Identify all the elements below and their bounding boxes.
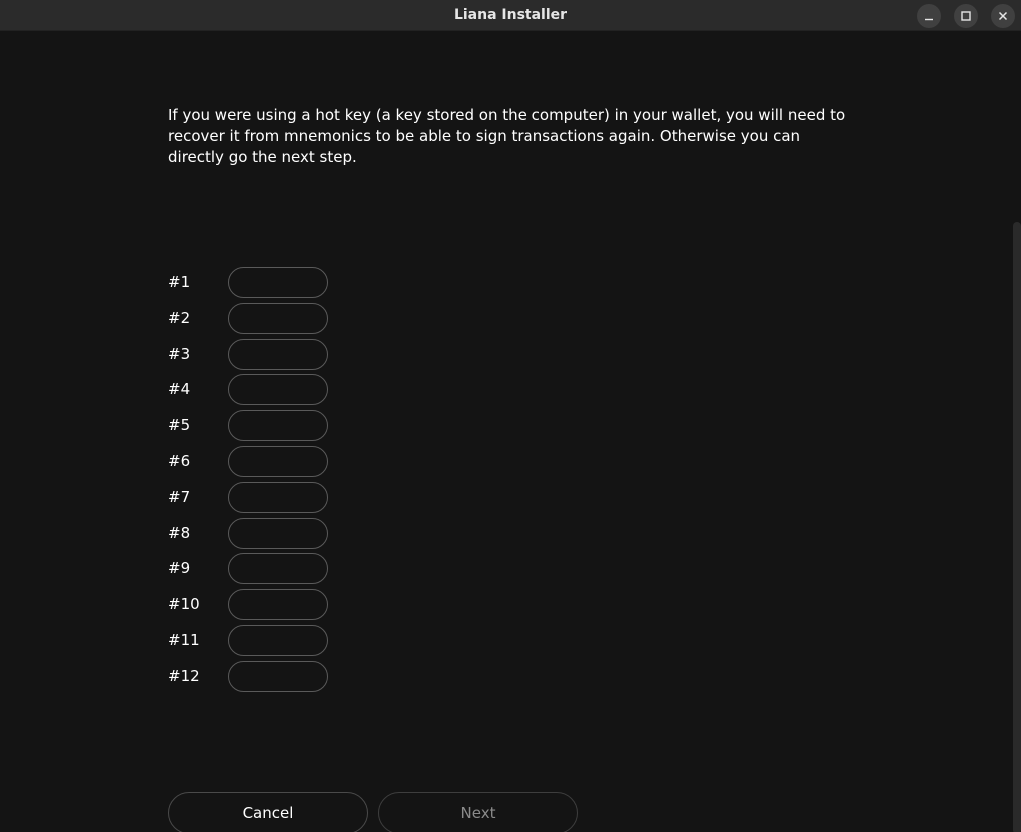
mnemonic-row [168, 589, 348, 625]
mnemonic-word-input-5[interactable] [228, 410, 328, 441]
word-label: #4 [168, 380, 191, 399]
word-label: #3 [168, 344, 191, 363]
mnemonic-word-input-8[interactable] [228, 518, 328, 549]
word-label: #2 [168, 308, 191, 327]
minimize-icon [924, 11, 934, 21]
mnemonic-word-input-10[interactable] [228, 589, 328, 620]
word-label: #10 [168, 595, 200, 614]
title-bar[interactable] [0, 0, 1021, 31]
mnemonic-word-input-12[interactable] [228, 661, 328, 692]
mnemonic-word-input-2[interactable] [228, 303, 328, 334]
close-icon [998, 11, 1008, 21]
word-label: #8 [168, 523, 191, 542]
word-label: #6 [168, 451, 191, 470]
mnemonic-word-input-6[interactable] [228, 446, 328, 477]
mnemonic-row [168, 374, 348, 410]
mnemonic-row [168, 339, 348, 375]
mnemonic-row [168, 553, 348, 589]
mnemonic-word-input-11[interactable] [228, 625, 328, 656]
mnemonic-row [168, 446, 348, 482]
word-label: #9 [168, 559, 191, 578]
maximize-icon [961, 11, 971, 21]
mnemonic-row [168, 518, 348, 554]
mnemonic-row [168, 267, 348, 303]
mnemonic-word-input-3[interactable] [228, 339, 328, 370]
mnemonic-word-input-9[interactable] [228, 553, 328, 584]
word-label: #11 [168, 630, 200, 649]
mnemonic-word-input-7[interactable] [228, 482, 328, 513]
mnemonic-row [168, 303, 348, 339]
mnemonic-word-input-1[interactable] [228, 267, 328, 298]
mnemonic-word-list [168, 267, 348, 697]
mnemonic-word-input-4[interactable] [228, 374, 328, 405]
maximize-button[interactable] [954, 4, 978, 28]
vertical-scrollbar[interactable] [1013, 222, 1021, 832]
cancel-button[interactable]: Cancel [168, 792, 368, 832]
word-label: #1 [168, 273, 191, 291]
word-label: #7 [168, 487, 191, 506]
mnemonic-row [168, 482, 348, 518]
minimize-button[interactable] [917, 4, 941, 28]
word-label: #12 [168, 666, 200, 685]
next-button[interactable]: Next [378, 792, 578, 832]
mnemonic-row [168, 410, 348, 446]
window-title: Liana Installer [453, 7, 568, 23]
mnemonic-row [168, 661, 348, 697]
close-button[interactable] [991, 4, 1015, 28]
word-label: #5 [168, 416, 191, 435]
recovery-description: If you were using a hot key (a key stored on the computer) in your wallet, you will need to recover it from mnemonics to be able to sign transactions again. Otherwise you can directly go the next step. [168, 106, 846, 166]
mnemonic-row [168, 625, 348, 661]
